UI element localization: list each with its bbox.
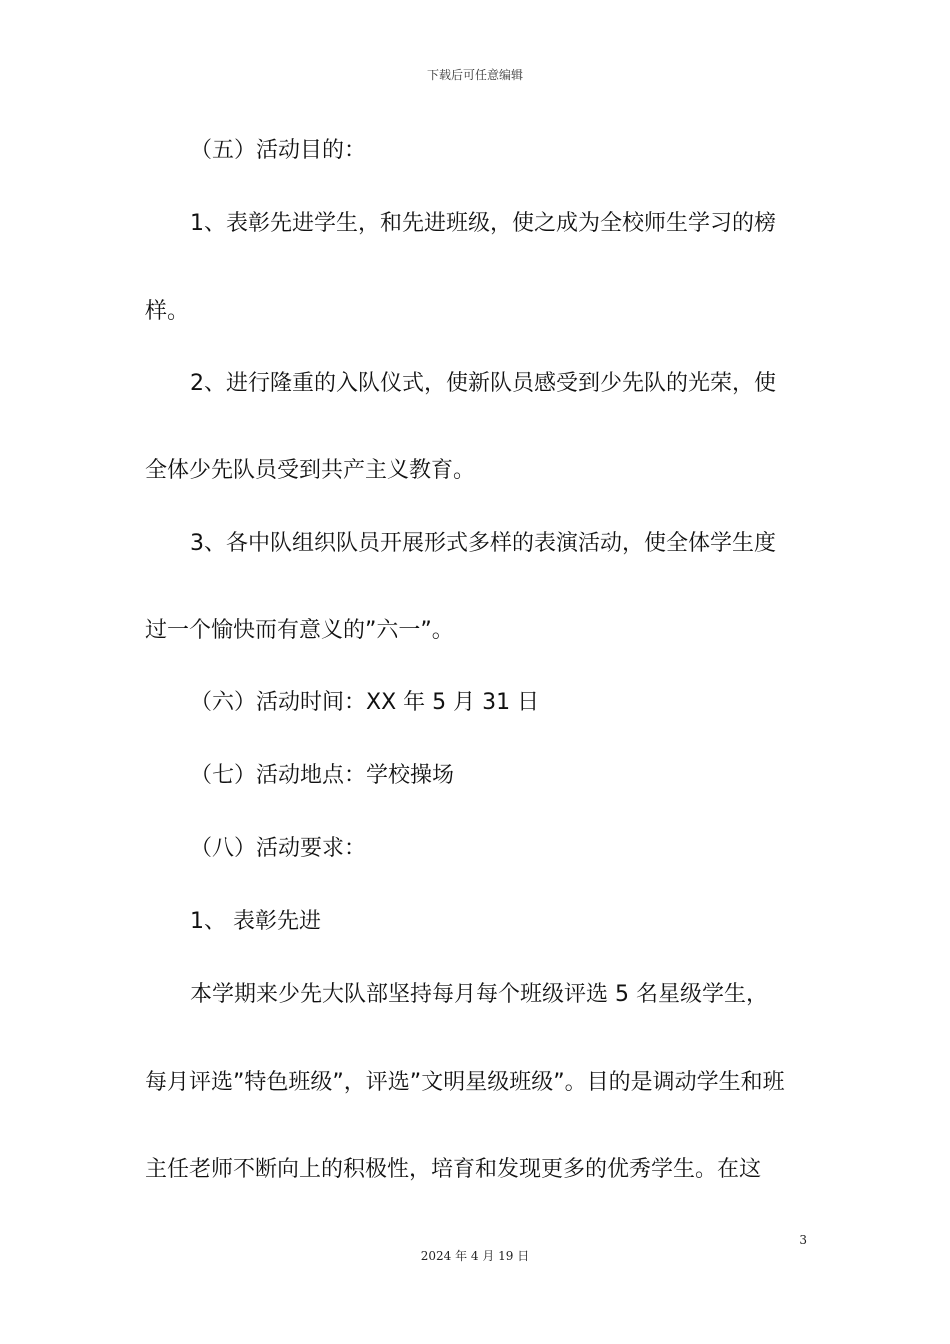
footer-date: 2024 年 4 月 19 日: [420, 1249, 530, 1263]
page-number: 3: [799, 1233, 807, 1247]
paragraph-line: 过一个愉快而有意义的”六一”。: [145, 618, 454, 643]
paragraph-line: 本学期来少先大队部坚持每月每个班级评选 5 名星级学生，: [190, 982, 768, 1007]
section-heading-time: （六）活动时间：XX 年 5 月 31 日: [190, 690, 540, 715]
section-heading-purpose: （五）活动目的：: [190, 138, 367, 163]
page-header-note: 下载后可任意编辑: [426, 68, 523, 82]
paragraph-line: 2、进行隆重的入队仪式，使新队员感受到少先队的光荣，使: [190, 371, 776, 396]
paragraph-line: 主任老师不断向上的积极性，培育和发现更多的优秀学生。在这: [145, 1157, 762, 1182]
paragraph-line: 样。: [145, 299, 190, 324]
list-item-heading: 1、 表彰先进: [190, 909, 321, 934]
paragraph-line: 每月评选”特色班级”，评选”文明星级班级”。目的是调动学生和班: [145, 1070, 785, 1095]
paragraph-line: 1、表彰先进学生，和先进班级，使之成为全校师生学习的榜: [190, 211, 776, 236]
section-heading-location: （七）活动地点：学校操场: [190, 763, 455, 788]
section-heading-requirements: （八）活动要求：: [190, 836, 367, 861]
paragraph-line: 3、各中队组织队员开展形式多样的表演活动，使全体学生度: [190, 531, 776, 556]
paragraph-line: 全体少先队员受到共产主义教育。: [145, 458, 476, 483]
